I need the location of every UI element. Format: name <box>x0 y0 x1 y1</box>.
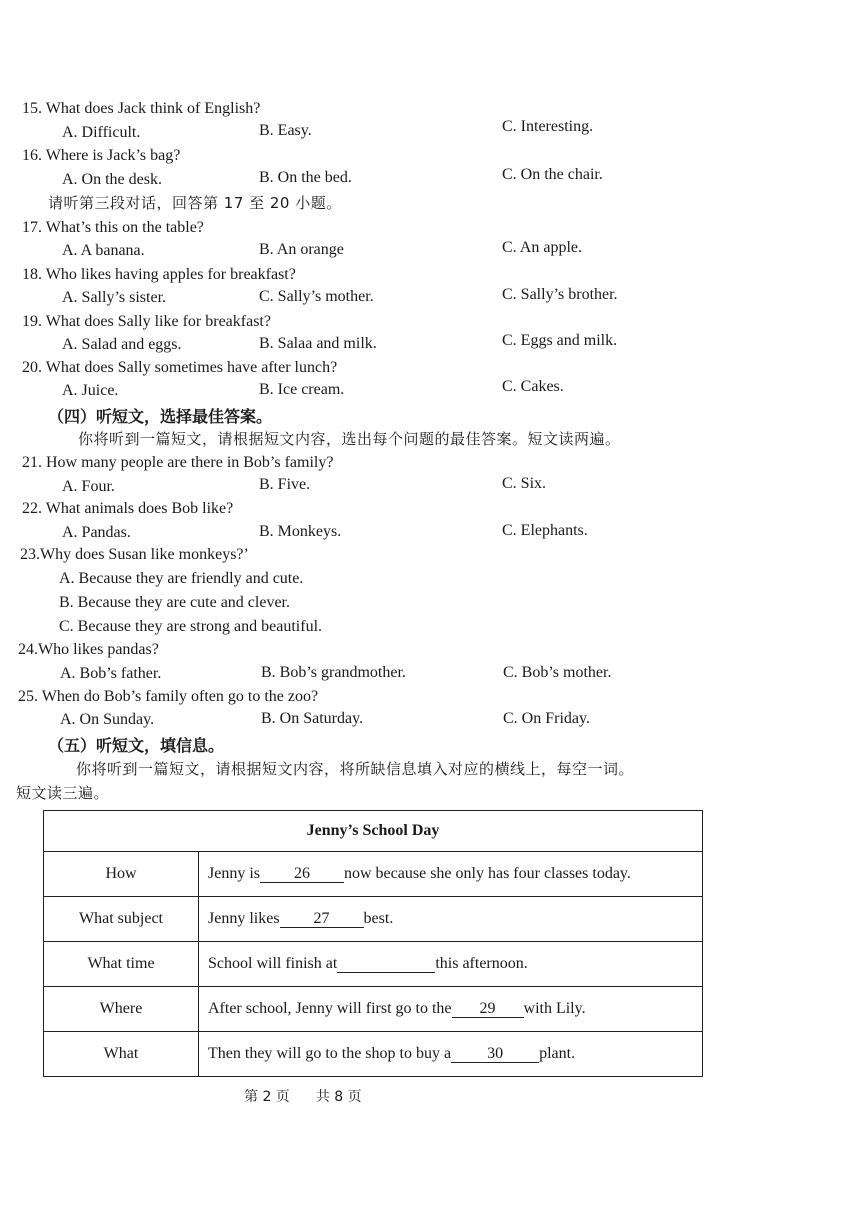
answer-blank-29[interactable]: 29 <box>452 1001 524 1018</box>
option-a: A. On the desk. <box>62 171 162 188</box>
table-title: Jenny’s School Day <box>44 811 703 852</box>
option-a: A. Juice. <box>62 382 119 399</box>
option-a: A. Sally’s sister. <box>62 289 167 306</box>
option-c: C. Eggs and milk. <box>502 332 618 349</box>
answer-blank-28[interactable] <box>337 956 435 973</box>
option-b: B. Monkeys. <box>259 523 342 540</box>
page-footer <box>244 1086 388 1106</box>
question-25: 25. When do Bob’s family often go to the zoo? <box>18 688 319 705</box>
section-5-instruction: 你将听到一篇短文，请根据短文内容，将所缺信息填入对应的横线上，每空一词。 <box>76 760 635 778</box>
option-a: A. On Sunday. <box>60 711 155 728</box>
question-20: 20. What does Sally sometimes have after lunch? <box>22 359 338 376</box>
row-content: After school, Jenny will first go to the 29 with Lily. <box>199 987 703 1032</box>
option-c: C. Cakes. <box>502 378 564 395</box>
option-b: B. An orange <box>259 241 344 258</box>
option-b: B. Easy. <box>259 122 312 139</box>
question-17: 17. What’s this on the table? <box>22 219 204 236</box>
section-5-heading: （五）听短文，填信息。 <box>48 736 225 755</box>
option-c: C. On the chair. <box>502 166 603 183</box>
question-18: 18. Who likes having apples for breakfast? <box>22 266 296 283</box>
row-label: What subject <box>44 897 199 942</box>
table-row <box>44 852 703 897</box>
page-total: 共 8 页 <box>315 1089 362 1105</box>
answer-blank-26[interactable]: 26 <box>260 866 344 883</box>
option-c: C. Bob’s mother. <box>503 664 612 681</box>
option-b: B. Salaa and milk. <box>259 335 377 352</box>
option-b: B. Ice cream. <box>259 381 345 398</box>
row-content: School will finish at this afternoon. <box>199 942 703 987</box>
option-c: C. Sally’s brother. <box>502 286 618 303</box>
option-b: B. Five. <box>259 476 311 493</box>
row-label: How <box>44 852 199 897</box>
row-content: Then they will go to the shop to buy a 30 plant. <box>199 1032 703 1077</box>
section-4-instruction: 你将听到一篇短文，请根据短文内容，选出每个问题的最佳答案。短文读两遍。 <box>78 430 621 448</box>
row-label: What <box>44 1032 199 1077</box>
option-a: A. Four. <box>62 478 115 495</box>
option-b: B. Because they are cute and clever. <box>59 594 290 611</box>
section-5-instruction-cont: 短文读三遍。 <box>16 784 110 802</box>
question-19: 19. What does Sally like for breakfast? <box>22 313 271 330</box>
table-row <box>44 942 703 987</box>
answer-blank-27[interactable]: 27 <box>280 911 364 928</box>
question-22: 22. What animals does Bob like? <box>22 500 234 517</box>
option-c: C. Because they are strong and beautiful. <box>59 618 323 635</box>
option-c: C. Interesting. <box>502 118 594 135</box>
option-b: B. Bob’s grandmother. <box>261 664 406 681</box>
option-c: C. Elephants. <box>502 522 588 539</box>
question-23: 23.Why does Susan like monkeys?’ <box>20 546 249 563</box>
answer-blank-30[interactable]: 30 <box>451 1046 539 1063</box>
row-content: Jenny is 26 now because she only has four classes today. <box>199 852 703 897</box>
row-label: Where <box>44 987 199 1032</box>
table-row <box>44 897 703 942</box>
table-row <box>44 1032 703 1077</box>
question-21: 21. How many people are there in Bob’s family? <box>22 454 334 471</box>
option-b: C. Sally’s mother. <box>259 288 374 305</box>
row-content: Jenny likes 27 best. <box>199 897 703 942</box>
option-c: C. On Friday. <box>503 710 590 727</box>
option-a: A. Difficult. <box>62 124 141 141</box>
option-a: A. Salad and eggs. <box>62 336 182 353</box>
question-15: 15. What does Jack think of English? <box>22 100 261 117</box>
info-table <box>43 810 703 1077</box>
row-label: What time <box>44 942 199 987</box>
section-4-heading: （四）听短文，选择最佳答案。 <box>48 407 273 426</box>
page-number: 第 2 页 <box>244 1089 290 1105</box>
question-24: 24.Who likes pandas? <box>18 641 159 658</box>
option-c: C. An apple. <box>502 239 582 256</box>
option-a: A. Bob’s father. <box>60 665 162 682</box>
table-row <box>44 987 703 1032</box>
option-a: A. Pandas. <box>62 524 131 541</box>
option-a: A. A banana. <box>62 242 145 259</box>
section-3-instruction: 请听第三段对话，回答第 17 至 20 小题。 <box>48 194 342 212</box>
option-b: B. On Saturday. <box>261 710 364 727</box>
option-a: A. Because they are friendly and cute. <box>59 570 304 587</box>
option-b: B. On the bed. <box>259 169 352 186</box>
question-16: 16. Where is Jack’s bag? <box>22 147 181 164</box>
option-c: C. Six. <box>502 475 547 492</box>
